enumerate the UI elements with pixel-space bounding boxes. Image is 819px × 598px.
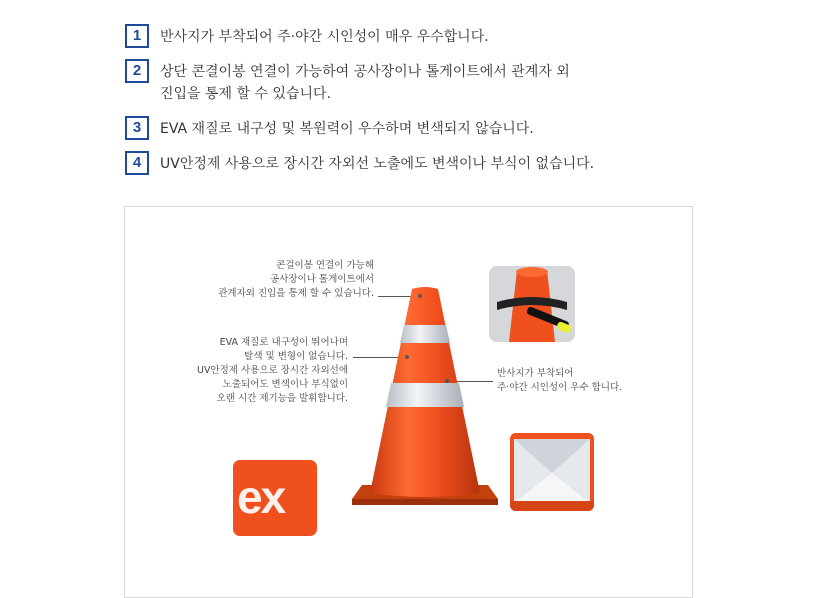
feature-text-line-2: 진입을 통제 할 수 있습니다. xyxy=(160,86,332,102)
callout-right-line-2: 주·야간 시인성이 우수 합니다. xyxy=(497,382,623,393)
callout-middle-line-5: 오랜 시간 제기능을 발휘합니다. xyxy=(216,393,348,404)
feature-text: EVA 재질로 내구성 및 복원력이 우수하며 변색되지 않습니다. xyxy=(160,121,534,137)
callout-middle xyxy=(197,336,348,406)
feature-number: 3 xyxy=(125,116,149,140)
feature-number: 4 xyxy=(125,151,149,175)
feature-text: UV안정제 사용으로 장시간 자외선 노출에도 변색이나 부식이 없습니다. xyxy=(160,156,595,172)
callout-top-line-1: 콘걸이봉 연결이 가능해 xyxy=(276,260,374,271)
feature-text: 반사지가 부착되어 주·야간 시인성이 매우 우수합니다. xyxy=(160,29,489,45)
feature-number: 1 xyxy=(125,24,149,48)
cone-top-detail-thumbnail xyxy=(489,266,575,342)
product-diagram-panel xyxy=(124,206,693,598)
traffic-cone-illustration xyxy=(350,285,500,511)
callout-top-line-3: 관계자외 진입을 통제 할 수 있습니다. xyxy=(218,288,374,299)
callout-top-line-2: 공사장이나 톨게이트에서 xyxy=(270,274,374,285)
callout-middle-line-4: 노출되어도 변색이나 부식없이 xyxy=(222,379,348,390)
feature-text xyxy=(160,61,570,105)
callout-right xyxy=(497,367,622,395)
reflective-sheet-thumbnail xyxy=(510,433,594,511)
feature-text-line-1: 상단 콘결이봉 연결이 가능하여 공사장이나 톨게이트에서 관계자 외 xyxy=(160,64,570,80)
feature-number: 2 xyxy=(125,59,149,83)
callout-middle-line-2: 탈색 및 변형이 없습니다. xyxy=(244,351,348,362)
callout-right-line-1: 반사지가 부착되어 xyxy=(497,368,574,379)
ex-logo-text: ex xyxy=(237,471,285,523)
callout-middle-line-3: UV안정제 사용으로 장시간 자외선에 xyxy=(197,365,348,376)
ex-logo-thumbnail xyxy=(233,460,317,536)
callout-middle-line-1: EVA 재질로 내구성이 뛰어나며 xyxy=(219,337,348,348)
